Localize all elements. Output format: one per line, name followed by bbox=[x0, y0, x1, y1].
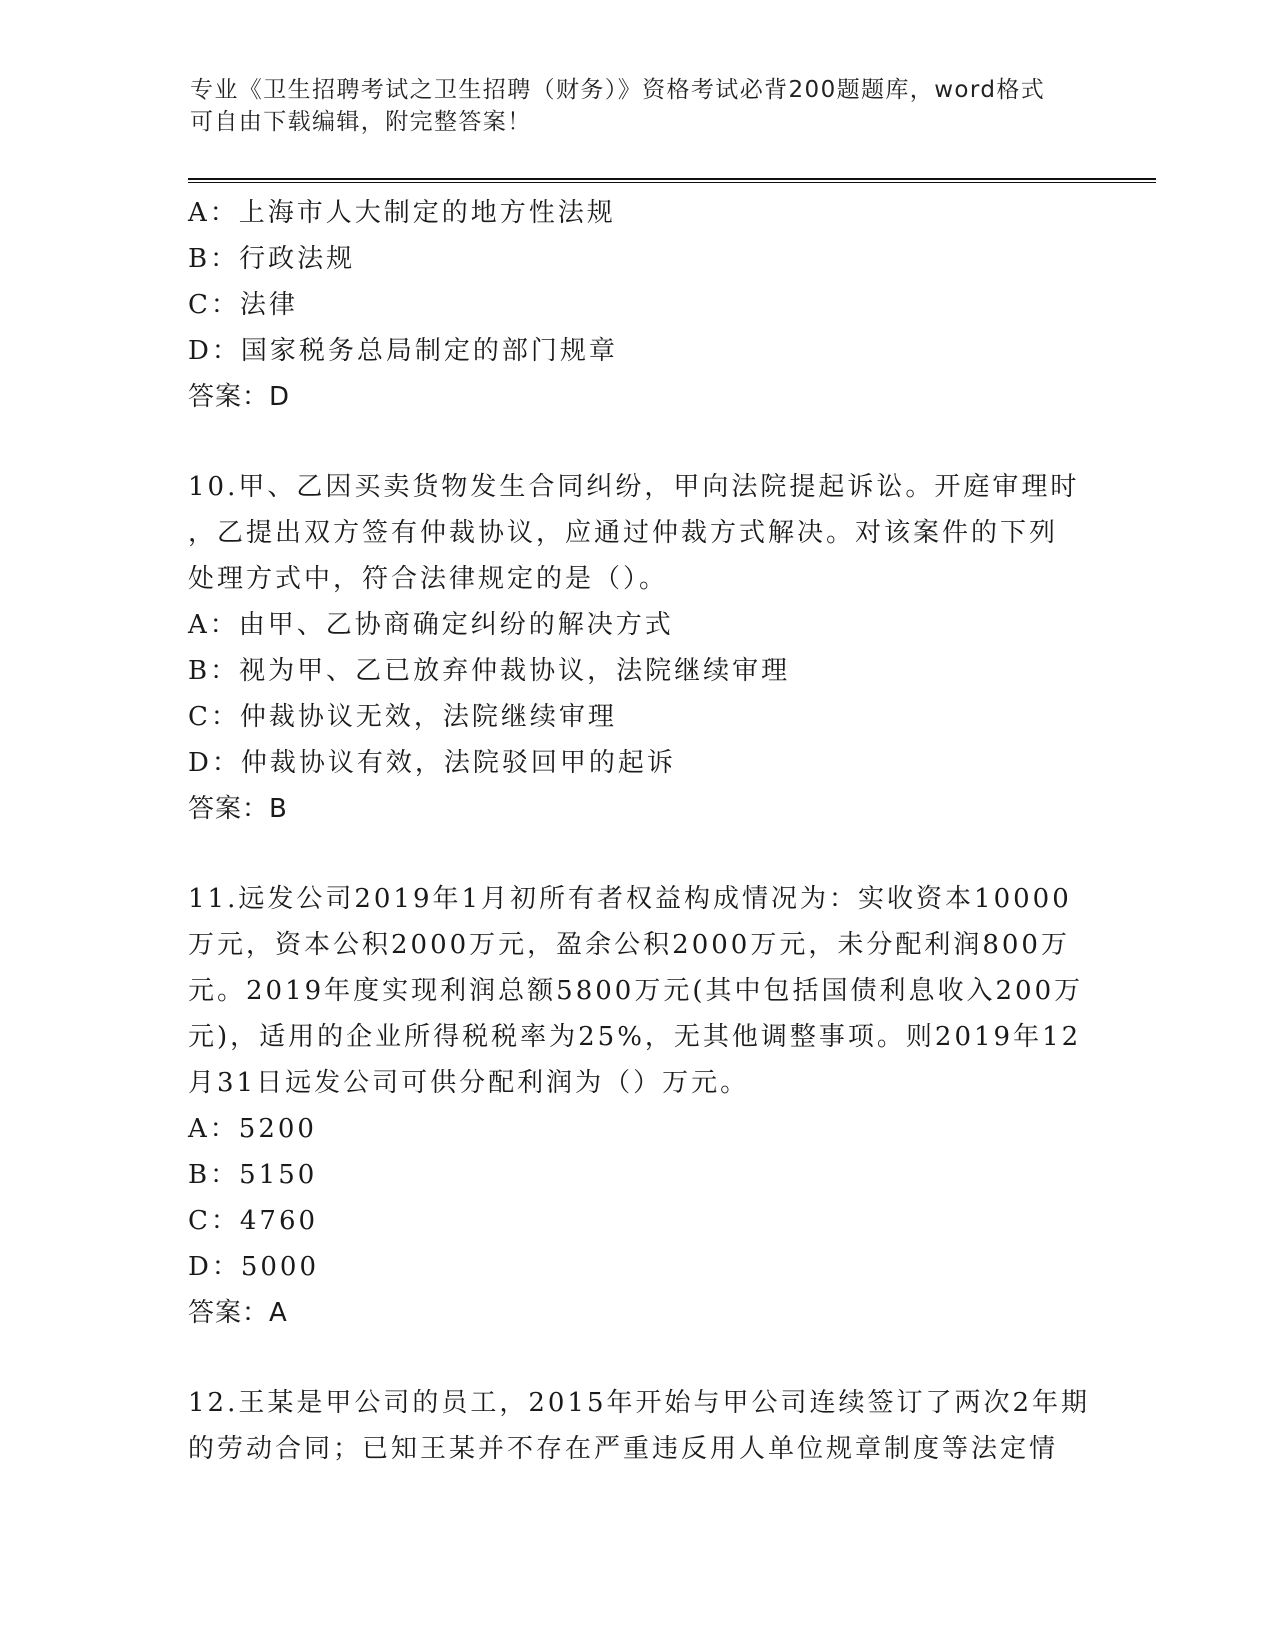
question-line: ，乙提出双方签有仲裁协议，应通过仲裁方式解决。对该案件的下列 bbox=[188, 518, 1059, 548]
question-line: 10.甲、乙因买卖货物发生合同纠纷，甲向法院提起诉讼。开庭审理时 bbox=[188, 472, 1080, 502]
question-line: 元)，适用的企业所得税税率为25%，无其他调整事项。则2019年12 bbox=[188, 1022, 1082, 1052]
question-line: 处理方式中，符合法律规定的是（）。 bbox=[188, 564, 669, 594]
question-text bbox=[188, 876, 1108, 1106]
answer-line: 答案：B bbox=[188, 794, 288, 824]
question-line: 月31日远发公司可供分配利润为（）万元。 bbox=[188, 1068, 750, 1098]
page-header bbox=[190, 74, 1090, 138]
question-block bbox=[188, 190, 1108, 420]
question-line: 元。2019年度实现利润总额5800万元(其中包括国债利息收入200万 bbox=[188, 976, 1084, 1006]
question-line: 的劳动合同；已知王某并不存在严重违反用人单位规章制度等法定情 bbox=[188, 1434, 1059, 1464]
option-c: C：4760 bbox=[188, 1206, 319, 1236]
question-text bbox=[188, 464, 1108, 602]
option-a: A：由甲、乙协商确定纠纷的解决方式 bbox=[188, 610, 674, 640]
option-b: B：行政法规 bbox=[188, 244, 356, 274]
option-d: D：5000 bbox=[188, 1252, 320, 1282]
option-c: C：法律 bbox=[188, 290, 298, 320]
question-line: 12.王某是甲公司的员工，2015年开始与甲公司连续签订了两次2年期 bbox=[188, 1388, 1091, 1418]
option-b: B：视为甲、乙已放弃仲裁协议，法院继续审理 bbox=[188, 656, 791, 686]
option-d: D：国家税务总局制定的部门规章 bbox=[188, 336, 618, 366]
option-c: C：仲裁协议无效，法院继续审理 bbox=[188, 702, 617, 732]
header-line-1: 专业《卫生招聘考试之卫生招聘（财务）》资格考试必背200题题库，word格式 bbox=[190, 77, 1046, 103]
question-block bbox=[188, 876, 1108, 1336]
header-line-2: 可自由下载编辑，附完整答案！ bbox=[190, 109, 532, 135]
header-divider bbox=[188, 178, 1156, 183]
option-a: A：5200 bbox=[188, 1114, 317, 1144]
question-block bbox=[188, 1380, 1108, 1472]
answer-line: 答案：D bbox=[188, 382, 291, 412]
question-list bbox=[188, 190, 1108, 1472]
question-block bbox=[188, 464, 1108, 832]
question-line: 万元，资本公积2000万元，盈余公积2000万元，未分配利润800万 bbox=[188, 930, 1070, 960]
option-a: A：上海市人大制定的地方性法规 bbox=[188, 198, 616, 228]
option-b: B：5150 bbox=[188, 1160, 318, 1190]
option-d: D：仲裁协议有效，法院驳回甲的起诉 bbox=[188, 748, 676, 778]
answer-line: 答案：A bbox=[188, 1298, 288, 1328]
question-line: 11.远发公司2019年1月初所有者权益构成情况为：实收资本10000 bbox=[188, 884, 1072, 914]
question-text bbox=[188, 1380, 1108, 1472]
